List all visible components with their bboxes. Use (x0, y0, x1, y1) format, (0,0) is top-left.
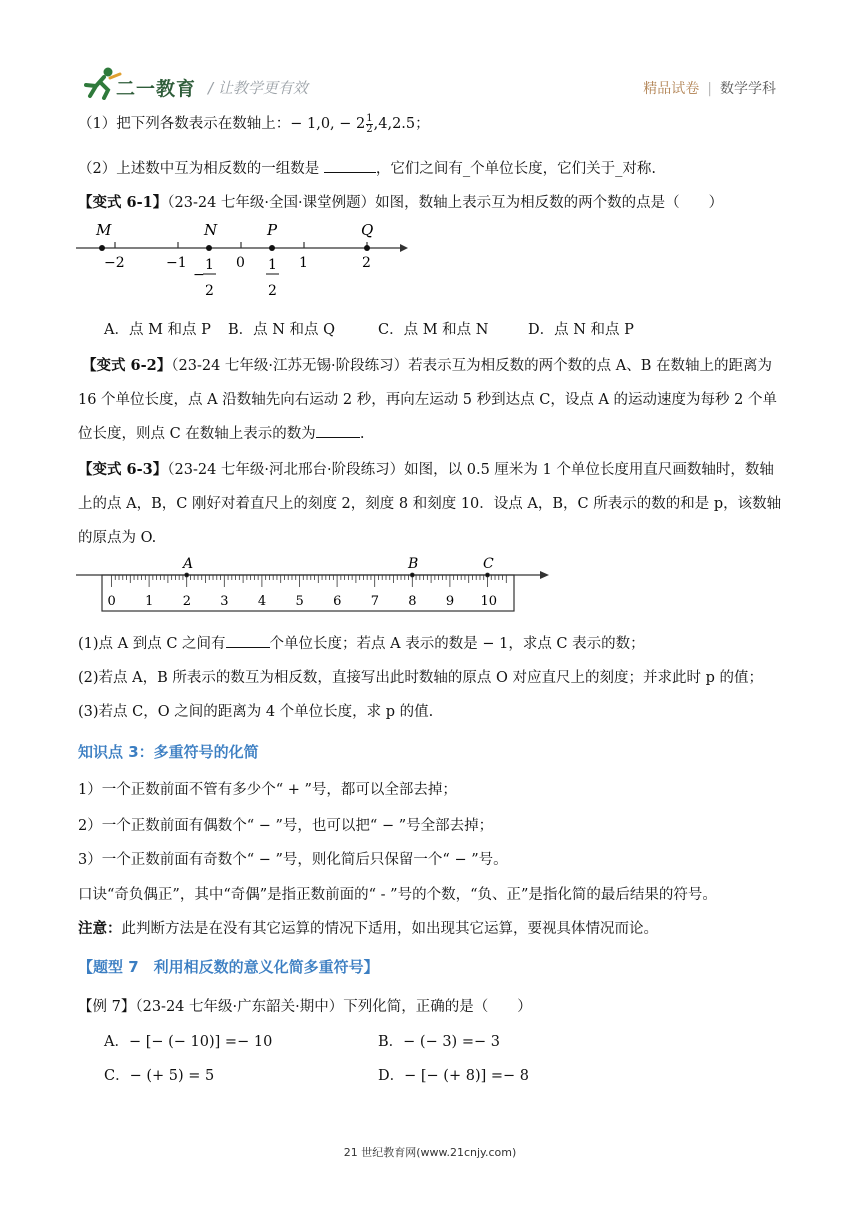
variant-text: （23-24 七年级·江苏无锡·阶段练习）若表示互为相反数的两个数的点 A、B 在数轴上的距离为 (171, 358, 772, 374)
point-q (364, 245, 370, 251)
ruler-number: 5 (295, 594, 304, 609)
tick-0: 0 (236, 255, 245, 271)
header-separator: | (707, 81, 712, 97)
answer-blank[interactable] (324, 160, 376, 173)
period: . (359, 426, 365, 442)
ruler-number: 7 (370, 594, 379, 609)
label-n: N (204, 221, 218, 239)
variant-tag: 【变式 6-1】 (78, 194, 168, 211)
example-text: （23-24 七年级·广东韶关·期中）下列化简，正确的是（ ） (135, 999, 532, 1015)
option-a[interactable]: A．点 M 和点 P (104, 322, 211, 338)
ruler-number: 1 (145, 594, 154, 609)
question-type-title: 【题型 7 利用相反数的意义化简多重符号】 (78, 958, 379, 976)
axis-arrow-icon (400, 244, 408, 252)
rule-1: 1）一个正数前面不管有多少个“ + ”号，都可以全部去掉； (78, 782, 457, 798)
question-2 (78, 157, 656, 178)
ruler-number: 4 (257, 594, 267, 609)
axis-arrow-icon (540, 571, 549, 579)
example-7 (78, 995, 532, 1016)
label-a: A (183, 556, 194, 572)
ruler-figure (74, 553, 554, 615)
variant-text: （23-24 七年级·全国·课堂例题）如图，数轴上表示互为相反数的两个数的点是（ ） (167, 195, 724, 211)
variant-text: （23-24 七年级·河北邢台·阶段练习）如图，以 0.5 厘米为 1 个单位长度用直尺画数轴时，数轴 (167, 462, 774, 478)
ruler-number: 3 (220, 594, 229, 609)
note (78, 917, 658, 938)
option-a[interactable]: A．− [− (− 10)] =− 10 (104, 1034, 273, 1050)
variant-tag: 【变式 6-2】 (82, 357, 172, 374)
tick-2: 2 (362, 255, 371, 271)
q1-frac-num: 1 (366, 112, 373, 124)
rule-2: 2）一个正数前面有偶数个“ − ”号，也可以把“ − ”号全部去掉； (78, 818, 494, 834)
ruler-number: 8 (408, 594, 417, 609)
q1-text: （1）把下列各数表示在数轴上：− 1,0, − 2 (78, 116, 366, 132)
frac-neg-sign: − (193, 267, 205, 283)
knowledge-point-title: 知识点 3：多重符号的化简 (78, 743, 259, 761)
header-subject: 数学学科 (720, 81, 776, 97)
variant-6-3-line-3: 的原点为 O. (78, 530, 157, 546)
ruler-point (486, 573, 490, 577)
rule-3: 3）一个正数前面有奇数个“ − ”号，则化简后只保留一个“ − ”号。 (78, 852, 508, 868)
note-label: 注意： (78, 920, 122, 937)
variant-6-3-line-1 (78, 458, 774, 479)
brand-name: 二一教育 (116, 78, 197, 100)
footer: 21 世纪教育网(www.21cnjy.com) (343, 1146, 517, 1159)
ruler-number: 2 (182, 594, 191, 609)
question-1 (78, 112, 430, 135)
ruler-point (410, 573, 414, 577)
option-b[interactable]: B．− (− 3) =− 3 (378, 1034, 500, 1050)
header-right (643, 78, 776, 98)
note-text: 此判断方法是在没有其它运算的情况下适用，如出现其它运算，要视具体情况而论。 (121, 921, 658, 937)
sub-text-a: (1)点 A 到点 C 之间有 (78, 636, 226, 652)
tick-minus-2: −2 (104, 255, 125, 271)
variant-tag: 【变式 6-3】 (78, 461, 168, 478)
q2-text-b: ，它们之间有_个单位长度，它们关于_对称. (375, 161, 656, 177)
ruler-number: 6 (333, 594, 342, 609)
point-p (269, 245, 275, 251)
number-line-figure (74, 218, 414, 302)
rule-mnemonic: 口诀“奇负偶正”，其中“奇偶”是指正数前面的“ - ”号的个数，“负、正”是指化简的最后结果的符号。 (78, 887, 717, 903)
ruler-point (185, 573, 189, 577)
sub-question-2: (2)若点 A，B 所表示的数互为相反数，直接写出此时数轴的原点 O 对应直尺上的刻度；并求此时 p 的值； (78, 670, 763, 686)
option-c[interactable]: C．− (+ 5) = 5 (104, 1068, 215, 1084)
q1-tail: ,4,2.5； (373, 116, 430, 132)
variant-6-2-line-1 (82, 354, 772, 375)
ruler-number: 10 (480, 594, 498, 609)
header-label: 精品试卷 (643, 81, 700, 97)
tick-minus-1: −1 (166, 255, 187, 271)
variant-6-2-line-2: 16 个单位长度，点 A 沿数轴先向右运动 2 秒，再向左运动 5 秒到达点 C，设点 A 的运动速度为每秒 2 个单 (78, 392, 777, 408)
variant-6-1 (78, 191, 723, 212)
answer-blank[interactable] (226, 635, 270, 648)
example-tag: 【例 7】 (78, 999, 136, 1015)
sub-question-1 (78, 632, 645, 653)
ruler-number: 9 (445, 594, 455, 609)
option-d[interactable]: D．− [− (+ 8)] =− 8 (378, 1068, 529, 1084)
variant-6-3-line-2: 上的点 A，B，C 刚好对着直尺上的刻度 2，刻度 8 和刻度 10．设点 A，B，C 所表示的数的和是 p，该数轴 (78, 496, 782, 512)
label-p: P (267, 221, 278, 239)
tick-1: 1 (299, 255, 308, 271)
frac-neg-den: 2 (205, 283, 214, 299)
label-q: Q (361, 221, 374, 239)
point-m (99, 245, 105, 251)
q1-frac-den: 2 (366, 123, 373, 135)
frac-pos-num: 1 (268, 257, 277, 273)
variant-6-2-line-3 (78, 422, 364, 443)
q1-fraction (366, 114, 372, 135)
label-c: C (483, 556, 494, 572)
sub-text-b: 个单位长度；若点 A 表示的数是 − 1，求点 C 表示的数； (269, 636, 645, 652)
frac-pos-den: 2 (268, 283, 277, 299)
frac-neg-num: 1 (205, 257, 214, 273)
label-b: B (408, 556, 419, 572)
option-b[interactable]: B．点 N 和点 Q (228, 322, 336, 338)
option-c[interactable]: C．点 M 和点 N (378, 322, 489, 338)
variant-text: 位长度，则点 C 在数轴上表示的数为 (78, 426, 316, 442)
ruler-number: 0 (107, 594, 116, 609)
sub-question-3: (3)若点 C，O 之间的距离为 4 个单位长度，求 p 的值. (78, 704, 434, 720)
option-d[interactable]: D．点 N 和点 P (528, 322, 634, 338)
answer-blank[interactable] (316, 425, 360, 438)
slogan: / 让教学更有效 (208, 79, 308, 97)
point-n (206, 245, 212, 251)
label-m: M (96, 221, 112, 239)
q2-text-a: （2）上述数中互为相反数的一组数是 (78, 161, 324, 177)
